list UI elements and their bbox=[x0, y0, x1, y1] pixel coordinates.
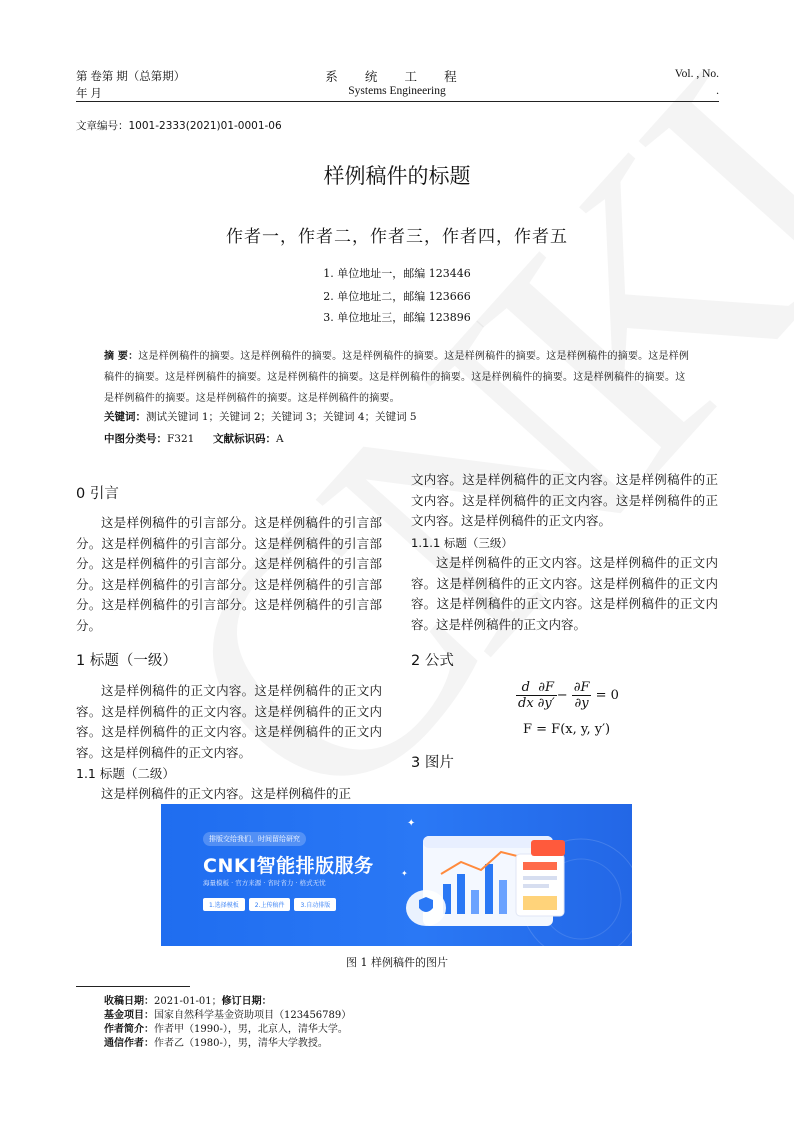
svg-text:✦: ✦ bbox=[407, 818, 416, 829]
clc-value: F321 bbox=[167, 433, 195, 445]
keywords-text: 测试关键词 1；关键词 2；关键词 3；关键词 4；关键词 5 bbox=[146, 411, 417, 423]
section-1-1-title: 1.1 标题（二级） bbox=[76, 766, 175, 781]
section-1-text: 这是样例稿件的正文内容。这是样例稿件的正文内容。这是样例稿件的正文内容。这是样例稿件的正文内容。这是样例稿件的正文内容。这是样例稿件的正文内容。这是样例稿件的正文内容。 bbox=[76, 683, 382, 760]
doc-code-label: 文献标识码： bbox=[213, 433, 277, 445]
section-0-text: 这是样例稿件的引言部分。这是样例稿件的引言部分。这是样例稿件的引言部分。这是样例稿件的引言部分。这是样例稿件的引言部分。这是样例稿件的引言部分。这是样例稿件的引言部分。这是样例稿件的引言部分。这是样例稿件的引言部分。这是样例稿件的引言部分。 bbox=[76, 515, 382, 633]
section-1-body bbox=[76, 681, 382, 763]
section-1-1-1-title: 1.1.1 标题（三级） bbox=[411, 536, 513, 550]
section-1-1-text-right: 文内容。这是样例稿件的正文内容。这是样例稿件的正文内容。这是样例稿件的正文内容。这是样例稿件的正文内容。这是样例稿件的正文内容。 bbox=[411, 472, 718, 528]
affiliation-2: 2. 单位地址二，邮编 123666 bbox=[323, 290, 471, 303]
banner-tag: 排版交给我们，时间留给研究 bbox=[203, 832, 306, 846]
frac-dF-dyp: $\frac{\partial F}{\partial y'}$ bbox=[537, 680, 555, 711]
frac-dF-dy: $\frac{\partial F}{\partial y}$ bbox=[573, 680, 590, 711]
section-1-1-1-text: 这是样例稿件的正文内容。这是样例稿件的正文内容。这是样例稿件的正文内容。这是样例稿件的正文内容。这是样例稿件的正文内容。这是样例稿件的正文内容。这是样例稿件的正文内容。 bbox=[411, 555, 718, 632]
banner-step-2: 2.上传稿件 bbox=[249, 898, 291, 911]
section-0-title: 0 引言 bbox=[76, 486, 119, 502]
frac-d-dx: $\frac{d}{dx}$ bbox=[518, 680, 534, 711]
clc-label: 中图分类号： bbox=[104, 433, 167, 445]
footnote-dates: 收稿日期：2021-01-01；修订日期： bbox=[104, 996, 272, 1007]
section-1-1-1-body bbox=[411, 553, 718, 635]
section-0-body bbox=[76, 513, 382, 636]
banner-step-3: 3.自动排版 bbox=[294, 898, 336, 911]
journal-name-en: Systems Engineering bbox=[348, 85, 446, 97]
affiliation-3: 3. 单位地址三，邮编 123896 bbox=[323, 311, 471, 324]
footnote-rule bbox=[76, 986, 190, 987]
footnote-corresponding: 通信作者：作者乙（1980-），男，清华大学教授。 bbox=[104, 1038, 328, 1049]
volume-sub: . bbox=[716, 85, 719, 97]
figure-image bbox=[161, 804, 632, 946]
footnote-fund: 基金项目：国家自然科学基金资助项目（123456789） bbox=[104, 1010, 352, 1021]
figure-caption: 图 1 样例稿件的图片 bbox=[346, 956, 448, 969]
banner-steps bbox=[203, 898, 336, 911]
issue-info: 第 卷第 期（总第期） bbox=[76, 71, 186, 83]
journal-name-cn: 系 统 工 程 bbox=[325, 70, 469, 84]
footnote-bio: 作者简介：作者甲（1990-），男，北京人，清华大学。 bbox=[104, 1024, 348, 1035]
abstract bbox=[104, 346, 694, 409]
section-1-title: 1 标题（一级） bbox=[76, 653, 177, 669]
equation-2: F = F(x, y, y′) bbox=[523, 722, 611, 737]
article-number: 文章编号：1001-2333(2021)01-0001-06 bbox=[76, 120, 282, 132]
issue-date: 年 月 bbox=[76, 88, 102, 100]
svg-text:✦: ✦ bbox=[401, 869, 408, 878]
paper-title: 样例稿件的标题 bbox=[323, 164, 471, 188]
banner-step-1: 1.选择模板 bbox=[203, 898, 245, 911]
doc-code-value: A bbox=[276, 433, 284, 445]
section-3-title: 3 图片 bbox=[411, 755, 454, 771]
affiliation-1: 1. 单位地址一，邮编 123446 bbox=[323, 267, 471, 280]
section-1-1-text-left: 这是样例稿件的正文内容。这是样例稿件的正 bbox=[101, 786, 352, 801]
section-1-1-body-left bbox=[76, 784, 382, 805]
keywords-label: 关键词： bbox=[104, 411, 146, 423]
banner-subtitle: 海量模板 · 官方来源 · 省时省力 · 格式无忧 bbox=[203, 879, 326, 887]
equation-1: $\frac{d}{dx}$ $\frac{\partial F}{\partial y'}$ − $\frac{\partial F}{\partial y}$ = 0 bbox=[518, 680, 619, 711]
section-2-title: 2 公式 bbox=[411, 653, 454, 669]
header-rule bbox=[76, 101, 719, 102]
keywords bbox=[104, 409, 417, 424]
abstract-text: 这是样例稿件的摘要。这是样例稿件的摘要。这是样例稿件的摘要。这是样例稿件的摘要。这是样例稿件的摘要。这是样例稿件的摘要。这是样例稿件的摘要。这是样例稿件的摘要。这是样例稿件的摘要。这是样例稿件的摘要。这是样例稿件的摘要。这是样例稿件的摘要。这是样例稿件的摘要。这是样例稿件的摘要。 bbox=[104, 351, 690, 404]
volume-info: Vol. , No. bbox=[674, 68, 719, 80]
section-1-1-body-right bbox=[411, 470, 718, 532]
banner-title: CNKI智能排版服务 bbox=[203, 855, 374, 877]
abstract-label: 摘 要： bbox=[104, 351, 139, 362]
classification bbox=[104, 431, 284, 446]
author-list: 作者一，作者二，作者三，作者四，作者五 bbox=[226, 227, 568, 247]
